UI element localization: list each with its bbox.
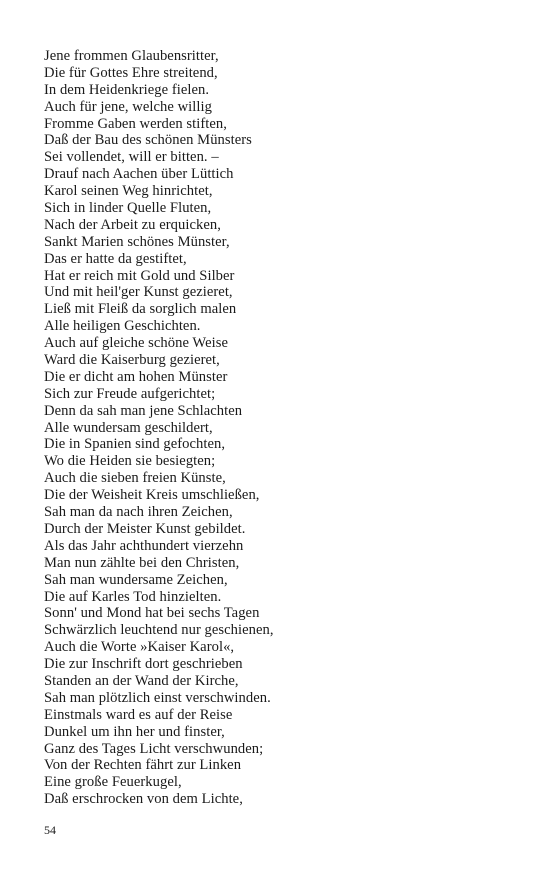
poem-line: Fromme Gaben werden stiften, — [44, 115, 227, 132]
poem-line: Die der Weisheit Kreis umschließen, — [44, 487, 260, 504]
poem-line: Auch für jene, welche willig — [44, 98, 212, 115]
poem-line: Sah man da nach ihren Zeichen, — [44, 504, 233, 521]
poem-line: Wo die Heiden sie besiegten; — [44, 453, 216, 470]
poem-line: Standen an der Wand der Kirche, — [44, 672, 239, 689]
poem-line: Alle heiligen Geschichten. — [44, 318, 201, 335]
poem-line: Sah man wundersame Zeichen, — [44, 571, 228, 588]
poem-line: Ließ mit Fleiß da sorglich malen — [44, 301, 237, 318]
poem-line: Drauf nach Aachen über Lüttich — [44, 166, 234, 183]
poem-line: Denn da sah man jene Schlachten — [44, 402, 243, 419]
poem-line: Sich zur Freude aufgerichtet; — [44, 385, 216, 402]
poem-line: Karol seinen Weg hinrichtet, — [44, 183, 213, 200]
poem-line: Hat er reich mit Gold und Silber — [44, 267, 235, 284]
poem-line: Sei vollendet, will er bitten. – — [44, 149, 219, 166]
poem-line: Die zur Inschrift dort geschrieben — [44, 656, 243, 673]
poem-text — [44, 48, 274, 808]
poem-line: Schwärzlich leuchtend nur geschienen, — [44, 622, 274, 639]
poem-line: Von der Rechten fährt zur Linken — [44, 757, 242, 774]
poem-line: Man nun zählte bei den Christen, — [44, 554, 240, 571]
poem-line: Durch der Meister Kunst gebildet. — [44, 520, 246, 537]
poem-line: Ward die Kaiserburg gezieret, — [44, 352, 220, 369]
poem-line: In dem Heidenkriege fielen. — [44, 81, 210, 98]
poem-line: Daß der Bau des schönen Münsters — [44, 132, 252, 149]
poem-line: Daß erschrocken von dem Lichte, — [44, 791, 243, 808]
poem-line: Einstmals ward es auf der Reise — [44, 706, 233, 723]
poem-line: Ganz des Tages Licht verschwunden; — [44, 740, 264, 757]
poem-line: Als das Jahr achthundert vierzehn — [44, 537, 244, 554]
poem-line: Die für Gottes Ehre streitend, — [44, 64, 218, 81]
poem-line: Nach der Arbeit zu erquicken, — [44, 216, 221, 233]
poem-line: Eine große Feuerkugel, — [44, 774, 182, 791]
poem-line: Sonn' und Mond hat bei sechs Tagen — [44, 605, 260, 622]
poem-line: Sankt Marien schönes Münster, — [44, 233, 230, 250]
poem-line: Und mit heil'ger Kunst gezieret, — [44, 284, 233, 301]
poem-line: Auch die sieben freien Künste, — [44, 470, 226, 487]
poem-line: Jene frommen Glaubensritter, — [44, 48, 219, 64]
poem-line: Alle wundersam geschildert, — [44, 419, 213, 436]
page-number: 54 — [44, 823, 56, 837]
poem-line: Die er dicht am hohen Münster — [44, 368, 228, 385]
poem-line: Sah man plötzlich einst verschwinden. — [44, 689, 271, 706]
poem-line: Die in Spanien sind gefochten, — [44, 436, 226, 453]
poem-line: Auch die Worte »Kaiser Karol«, — [44, 639, 235, 656]
poem-line: Auch auf gleiche schöne Weise — [44, 335, 228, 352]
poem-line: Das er hatte da gestiftet, — [44, 250, 187, 267]
poem-line: Sich in linder Quelle Fluten, — [44, 200, 212, 217]
poem-line: Dunkel um ihn her und finster, — [44, 723, 225, 740]
poem-line: Die auf Karles Tod hinzielten. — [44, 588, 222, 605]
